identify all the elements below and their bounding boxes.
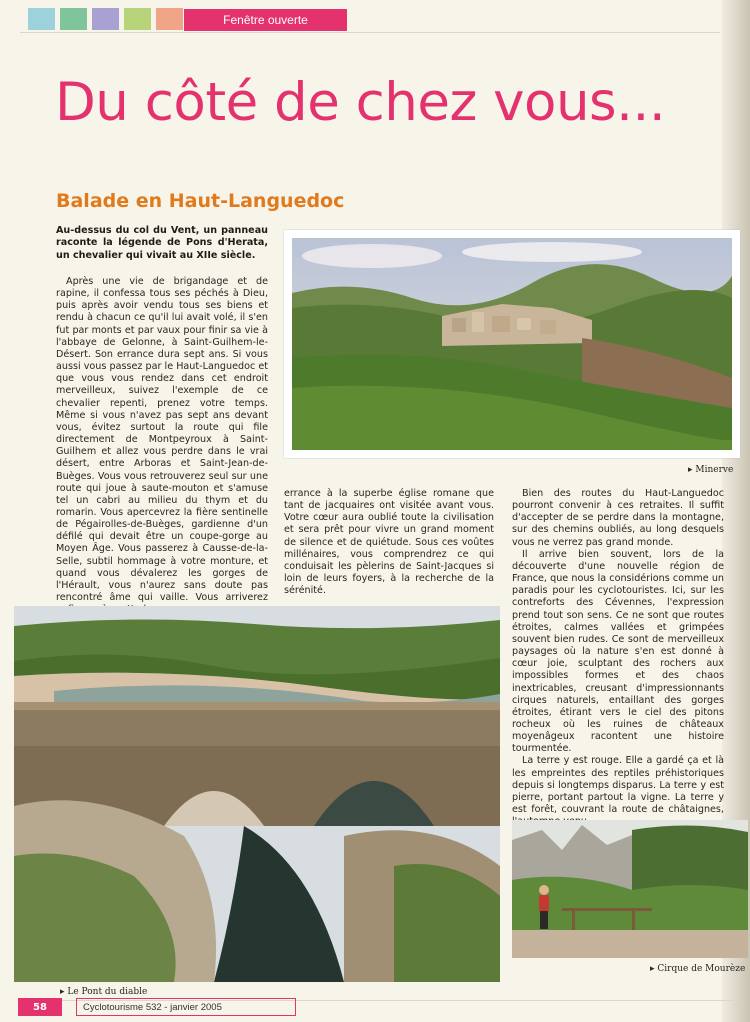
swatch <box>28 8 55 30</box>
swatch <box>156 8 183 30</box>
photo-cirque-de-moureze <box>512 820 748 958</box>
paragraph: Il arrive bien souvent, lors de la découverte d'une nouvelle région de France, que nous la considérions comme un paradis pour les cyclotouristes. Ici, sur les contreforts des Cévennes, l'expression prend tout son sens. Ce ne sont que routes étroites, calmes vallées et grimpées souvent bien rudes. Ce sont de merveilleux paysages où la nature s'en est donné à cœur joie, sculptant des rochers aux impossibles formes et des chaos inextricables, creusant d'impressionnants cirques naturels, entaillant des gorges étroites, étirant vers le ciel des pitons rocheux où les ruines de châteaux moyenâgeux racontent une histoire tourmentée. <box>512 548 724 755</box>
swatch <box>92 8 119 30</box>
pont-image <box>14 606 500 982</box>
photo-pont-du-diable <box>14 606 500 982</box>
magazine-issue: Cyclotourisme 532 - janvier 2005 <box>76 998 296 1016</box>
paragraph: Après une vie de brigandage et de rapine, il confessa tous ses péchés à Dieu, puis après avoir vendu tous ses biens et rendu à chacun ce qu'il lui avait volé, il s'en fut par monts et par vaux pour finir sa vie à l'abbaye de Gelonne, à Saint-Guilhem-le-Désert. Son errance dura sept ans. Si vous aussi vous passez par le Haut-Languedoc et que vous vous rendez dans cet endroit merveilleux, suivez l'exemple de ce chevalier repenti, prenez votre temps. Même si vous n'avez pas sept ans devant vous, évitez surtout la route qui file directement de Montpeyroux à Saint-Guilhem et allez vous perdre dans le vrai désert, entre Arboras et Saint-Jean-de-Buèges. Vous vous retrouverez seul sur une route qui joue à saute-mouton et s'amuse tel un cabri au milieu du thym et du romarin. Vous apercevrez la fière sentinelle de Pégairolles-de-Buèges, gardienne d'un défilé qui devait être un coupe-gorge au Moyen Âge. Vous passerez à Causse-de-la-Selle, subtil hommage à votre monture, et quand vous dévalerez les gorges de l'Hérault, vous n'aurez sans doute pas rencontré âme qui vaille. Vous arriverez <box>56 276 268 604</box>
photo-caption: ▸ Cirque de Mourèze <box>650 964 746 974</box>
swatch <box>60 8 87 30</box>
article-column-3 <box>512 488 724 828</box>
color-swatches <box>28 8 183 30</box>
article-subtitle: Balade en Haut-Languedoc <box>56 190 345 212</box>
article-intro: Au-dessus du col du Vent, un panneau raconte la légende de Pons d'Herata, un chevalier qui vivait au XIIe siècle. <box>56 225 268 261</box>
photo-caption: ▸ Minerve <box>688 465 734 475</box>
photo-caption: ▸ Le Pont du diable <box>60 987 148 997</box>
paragraph: Bien des routes du Haut-Languedoc pourront convenir à ces retraites. Il suffit d'accepter de se perdre dans la montagne, sur des chemins oubliés, au long desquels vous ne verrez pas grand monde. <box>512 488 724 548</box>
moureze-image <box>512 820 748 958</box>
photo-minerve <box>284 230 740 458</box>
swatch <box>124 8 151 30</box>
top-rule <box>20 32 720 33</box>
paragraph: La terre y est rouge. Elle a gardé ça et là les empreintes des reptiles préhistoriques depuis si longtemps disparus. La terre y est pierre, portant partout la vigne. La terre y est forêt, couvrant la route de châtaignes, <box>512 755 724 816</box>
paragraph: errance à la superbe église romane que tant de jacquaires ont visitée avant vous. Votre cœur aura oublié toute la civilisation et sera prêt pour vivre un grand moment de silence et de quiétude. Sous ces voûtes millénaires, vous comprendrez ce qui conduisait les pèlerins de Saint-Jacques si loin de leurs foyers, à la recherche de la sérénité. <box>284 488 494 597</box>
section-tab: Fenêtre ouverte <box>184 9 347 31</box>
minerve-image <box>292 238 732 450</box>
article-title: Du côté de chez vous... <box>55 72 666 133</box>
article-column-2 <box>284 488 494 597</box>
article-column-1 <box>56 276 268 616</box>
page-number: 58 <box>18 998 62 1016</box>
